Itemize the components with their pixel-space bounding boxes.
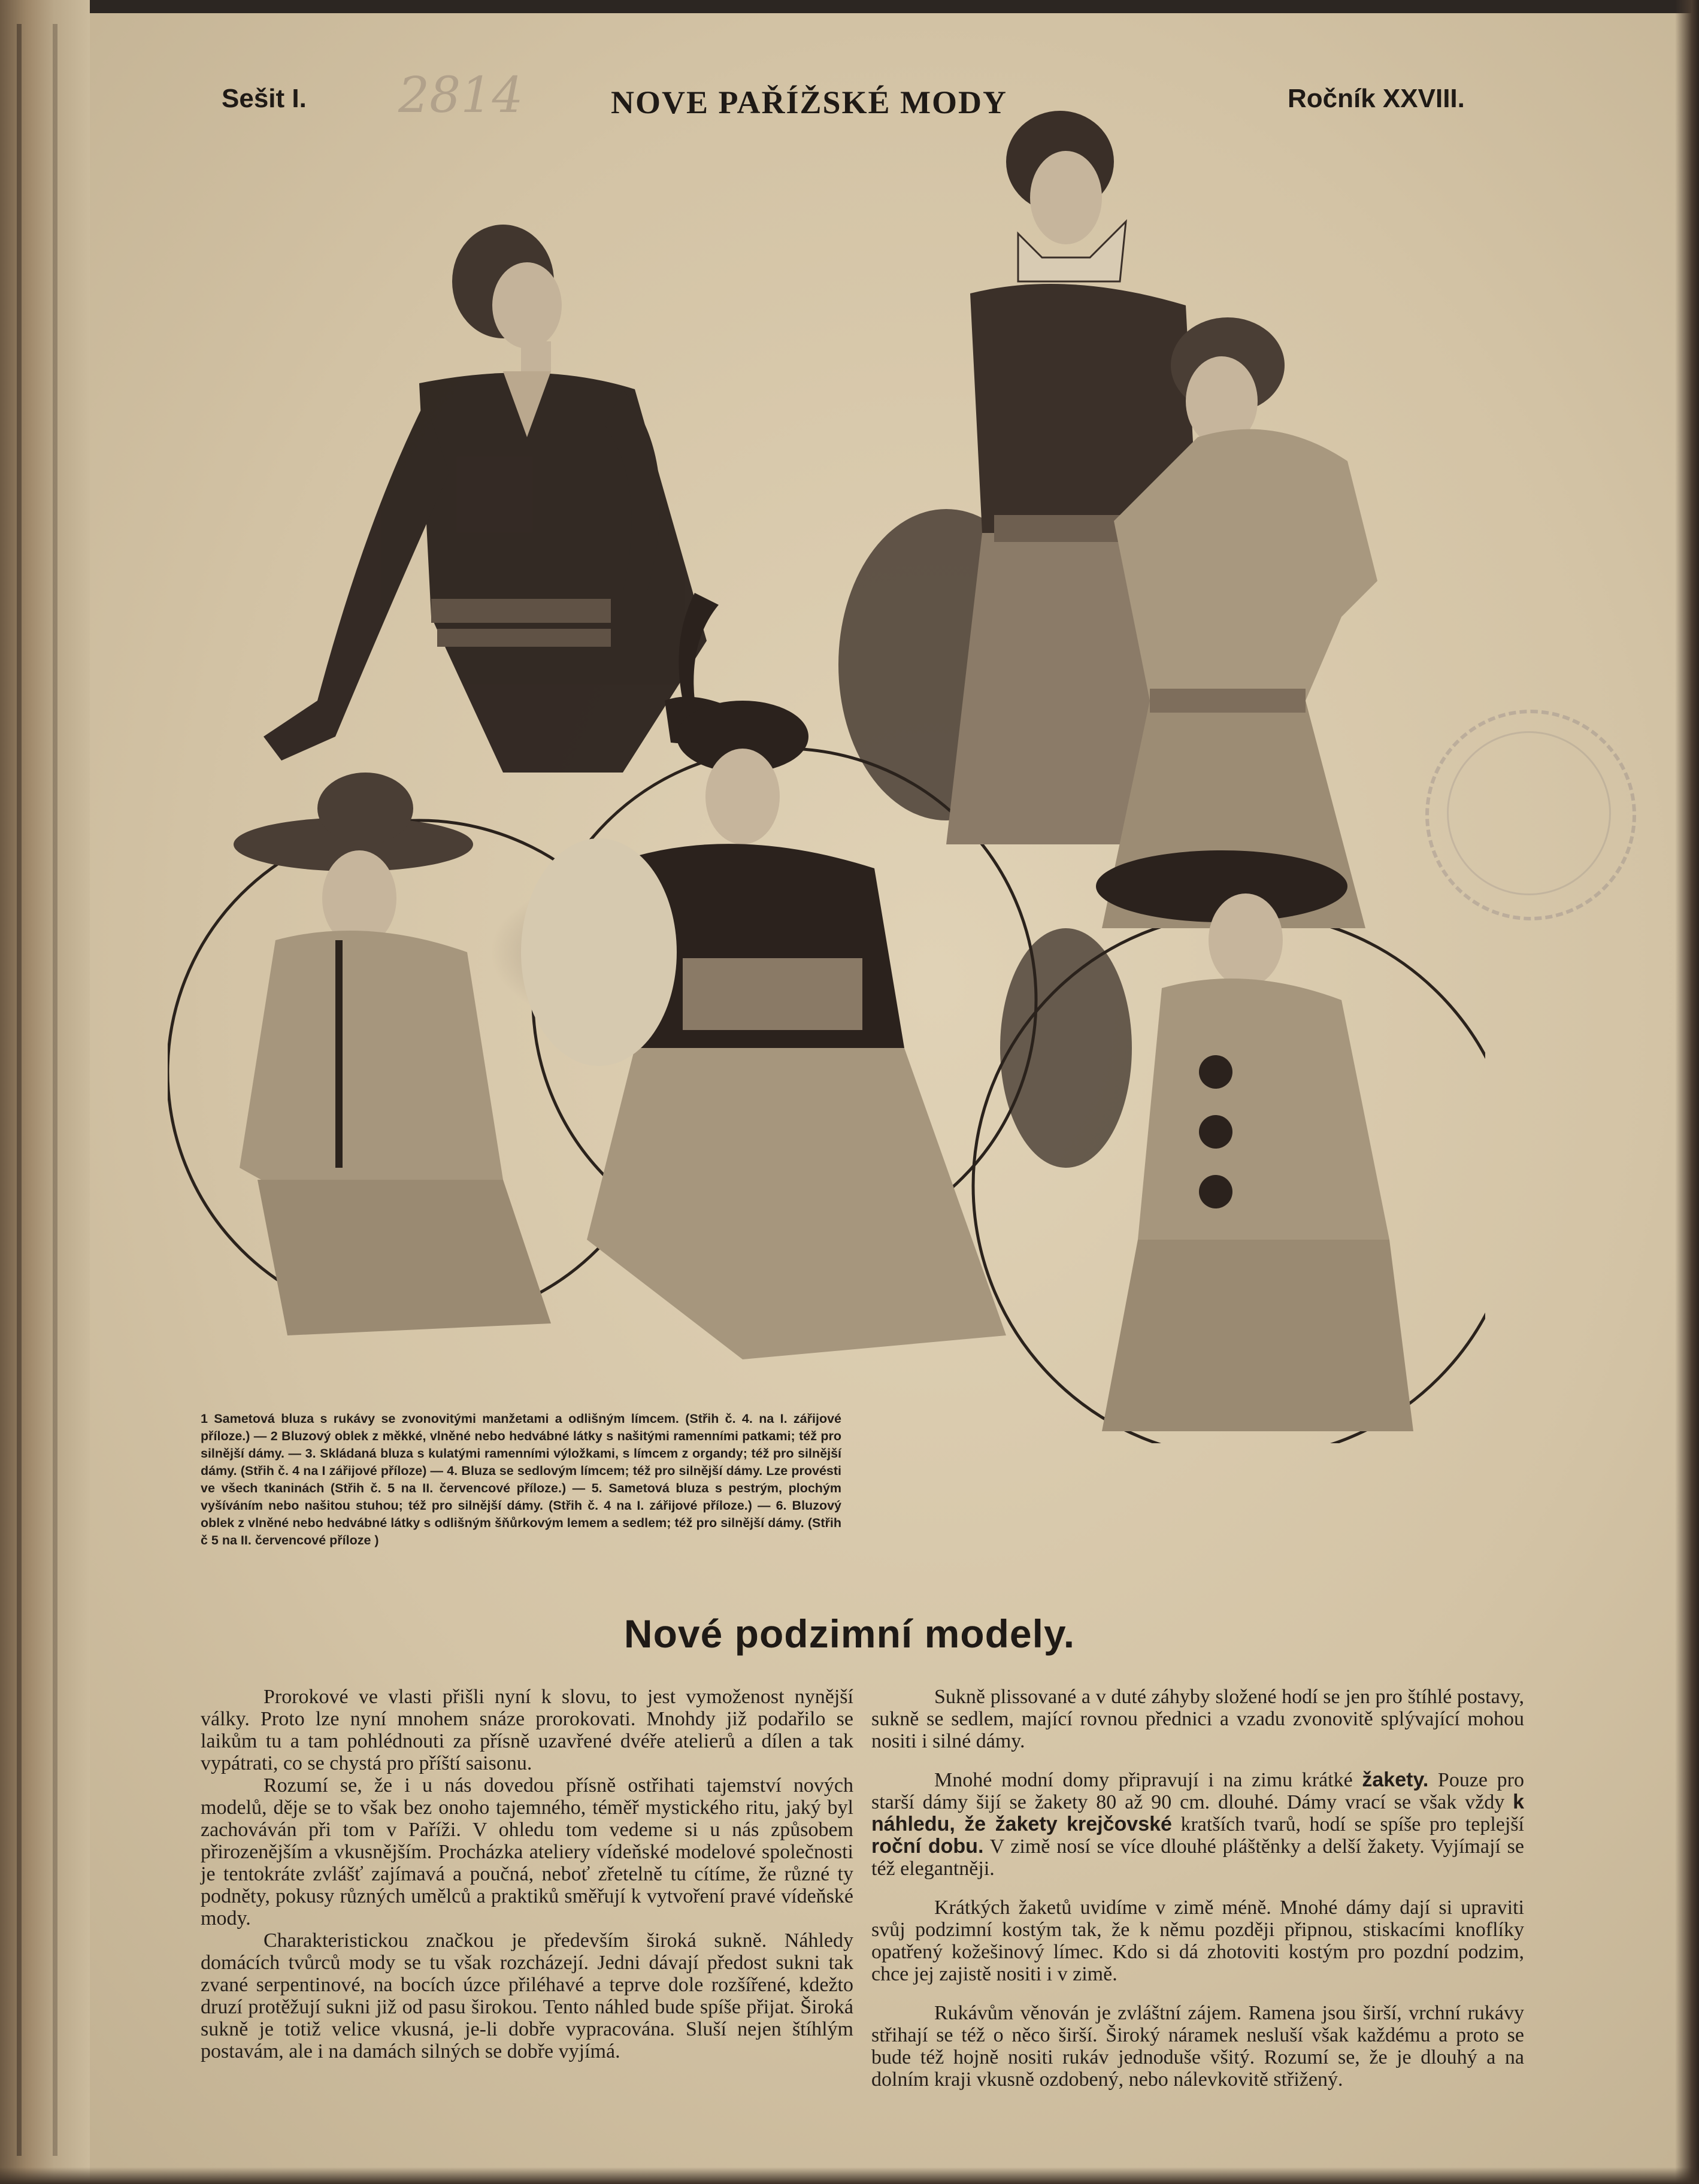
figure-1 [264, 225, 707, 773]
article-title: Nové podzimní modely. [623, 1612, 1076, 1656]
paragraph: Krátkých žaketů uvidíme v zimě méně. Mnohé dámy dají si upraviti svůj podzimní kostým tak, že k němu později připnou, stiskacími knoflíky opatřený kožešinový límec. Kdo si dá zhotoviti kostým pro pozdní podzim, chce jej zajistě nositi i v zimě. [871, 1897, 1524, 1985]
bold-run: roční dobu. [871, 1835, 984, 1858]
text-run: V zimě nosí se více dlouhé pláštěnky a delší žakety. Vyjímají se též elegantněji. [871, 1835, 1524, 1880]
illustration-caption: 1 Sametová bluza s rukávy se zvonovitými manžetami a odlišným límcem. (Střih č. 4. na I. zářijové příloze.) — 2 Bluzový oblek z měkké, vlněné nebo hedvábné látky s našitými ramenními patkami; též pro silnější dámy. — 3. Skládaná bluza s kulatými ramenními výložkami, s límcem z organdy; též pro silnější dámy. (Střih č. 4 na I zářijové příloze) — 4. Bluza se sedlovým límcem; též pro silnější dámy. Lze provésti ve všech tkaninách (Střih č. 5 na II. červencové příloze.) — 5. Sametová bluza s pestrým, plochým vyšíváním nebo našitou stuhou; též pro silnější dámy. (Střih č. 4 na I. zářijové příloze.) — 6. Bluzový oblek z vlněné nebo hedvábné látky s odlišným šňůrkovým lemem a sedlem; též pro silnější dámy. (Střih č 5 na II. červencové přílоze ) [201, 1411, 841, 1547]
bold-run: k náhledu, že žakety krejčovské [871, 1791, 1524, 1835]
page-bottom-edge [0, 2167, 1699, 2184]
volume-number: Ročník XXVIII. [1288, 84, 1465, 113]
paragraph: Charakteristickou značkou je především široká sukně. Náhledy domácích tvůrců mody se tu však rozcházejí. Jedni dávají předost sukni tak zvané serpentinové, na bocích úzce přiléhavé a teprve dole rozšířené, kdežto druzí protěžují sukni již od pasu širokou. Tento náhled bude spíše přijat. Široká sukně je totiž velice vkusná, je-li dobře vypracována. Sluší nejen štíhlým postavám, ale i na damách silných se dobře vyjímá. [201, 1929, 853, 2062]
gutter-line [53, 24, 57, 2156]
figure-4 [234, 773, 551, 1335]
fashion-illustration [168, 102, 1485, 1443]
article-column-left [201, 1686, 853, 2062]
figure-6 [1096, 850, 1413, 1431]
paragraph: Sukně plissované a v duté záhyby složené hodí se jen pro štíhlé postavy, sukně se sedlem, mající rovnou přednici a vzadu zvonovitě splývající mohou nositi i silné dámy. [871, 1686, 1524, 1752]
paragraph: Rozumí se, že i u nás dovedou přísně ostřihati tajemství nových modelů, děje se to však bez onoho tajemného, téměř mystického ritu, jaký byl zachováván při tom v Paříži. V ohledu tom vedeme si u nás způsobem přirozenějším a vkusnějším. Procházka ateliery vídeňské modelové společnosti je tentokráte zvlášť zajímavá a poučná, neboť zřetelně tu cítíme, že různé ty podněty, pokusy různých umělců a praktiků směřují k vytvoření pravé vídeňské mody. [201, 1774, 853, 1929]
paragraph: Rukávům věnován je zvláštní zájem. Ramena jsou širší, vrchní rukávy střihají se též o něco širší. Široký náramek nesluší však každému a proto se bude též hojně nositi rukáv jednoduše všitý. Rozumí se, že je dlouhý a na dolním kraji vkusně ozdobený, nebo nálevkovitě střižený. [871, 2002, 1524, 2091]
bold-run: žakety. [1362, 1768, 1429, 1791]
issue-number: Sešit I. [222, 84, 307, 113]
paragraph: Prorokové ve vlasti přišli nyní k slovu, to jest vymoženost nynější války. Proto lze nyní mnohem snáze prorokovati. Mnohdy již podařilo se laikům tu a tam pohlédnouti za přísně uzavřené dvéře atelierů a dílen a tak vypátrati, co se chystá pro příští saisonu. [201, 1686, 853, 1774]
binding-gutter [0, 0, 90, 2184]
gutter-line [17, 24, 22, 2156]
page-right-edge [1675, 0, 1699, 2184]
text-run: kratších tvarů, hodí se spíše pro teplejší [1171, 1813, 1524, 1835]
page-top-edge [0, 0, 1699, 13]
library-stamp [1425, 710, 1636, 920]
magazine-title: NOVE PAŘÍŽSKÉ MODY [611, 84, 1008, 120]
foliage-shading [1000, 928, 1132, 1168]
text-run: Mnohé modní domy připravují i na zimu krátké [934, 1769, 1362, 1791]
handwritten-note: 2814 [398, 67, 523, 124]
article-column-right [871, 1686, 1524, 2091]
text-run: Pouze pro starší dámy šijí se žakety 80 až 90 cm. dlouhé. Dámy vrací se však vždy [871, 1769, 1524, 1813]
paragraph [871, 1769, 1524, 1880]
stamp-ring [1447, 731, 1611, 895]
